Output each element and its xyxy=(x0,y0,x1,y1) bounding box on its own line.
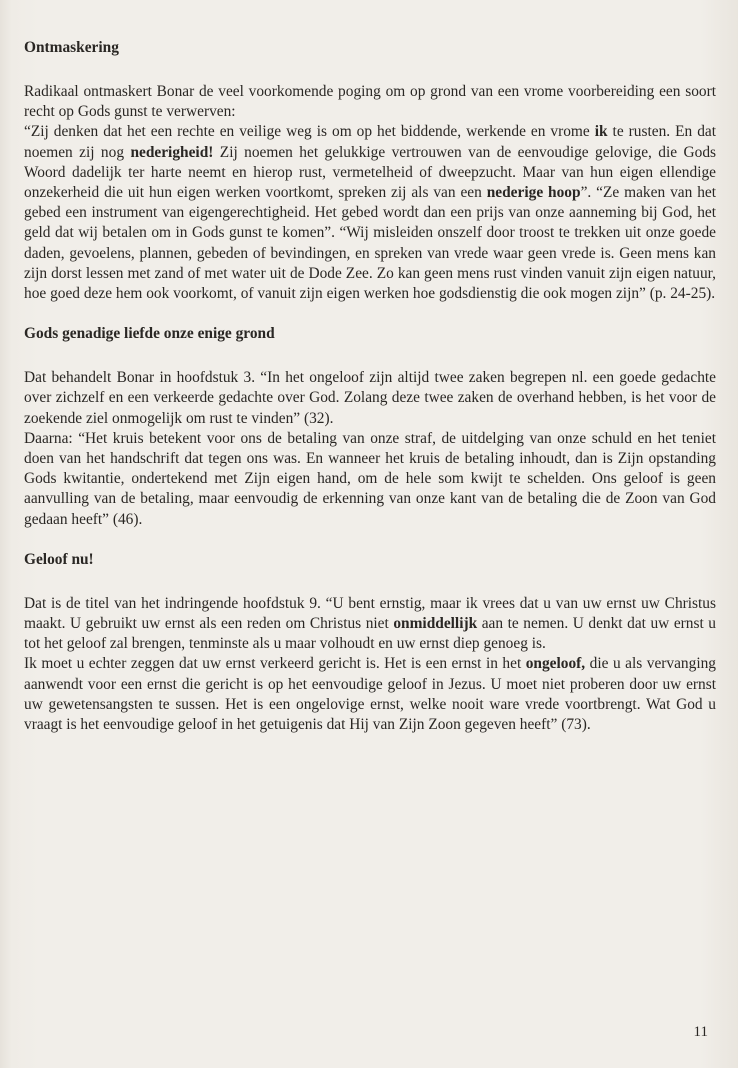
text-run: “Zij denken dat het een rechte en veilige weg is om op het biddende, werkende en vrome xyxy=(24,123,595,141)
section-1 xyxy=(24,38,716,304)
paragraph xyxy=(24,594,716,655)
text-run: te rusten. En dat noemen zij nog xyxy=(24,123,716,161)
section-heading: Geloof nu! xyxy=(24,550,94,568)
paragraph xyxy=(24,429,716,530)
text-run: Dat behandelt Bonar in hoofdstuk 3. “In het ongeloof zijn altijd twee zaken begrepen nl. een goede gedachte over zichzelf en een verkeerde gedachte over God. Zolang deze twee zaken de overhand hebben, is het voor de zoekende ziel onmogelijk om rust te vinden” (32). xyxy=(24,369,716,427)
paragraph xyxy=(24,654,716,735)
text-run: die u als vervanging aanwendt voor een ernst die gericht is op het eenvoudige geloof in Jezus. U moet niet proberen door uw ernst uw gewetensangsten te sussen. Het is een ongelovige ernst, welke nooit ware vrede voortbrengt. Wat God u vraagt is het eenvoudige geloof in het getuigenis dat Hij van Zijn Zoon gegeven heeft” (73). xyxy=(24,655,716,734)
section-heading: Gods genadige liefde onze enige grond xyxy=(24,325,275,343)
text-run: Zij noemen het gelukkige vertrouwen van de eenvoudige gelovige, die Gods Woord dadelijk ter harte neemt en hierop rust, vermetelheid of dweepzucht. Maar van hun eigen ellendige onzekerheid die uit hun eigen werken voortkomt, spreken zij als van een xyxy=(24,143,717,202)
paragraph xyxy=(24,82,716,122)
paragraph xyxy=(24,122,716,304)
bold-run: nederigheid! xyxy=(130,143,214,161)
section-2 xyxy=(24,324,716,530)
bold-run: onmiddellijk xyxy=(393,615,478,633)
page-number: 11 xyxy=(693,1024,708,1040)
paragraph xyxy=(24,368,716,429)
bold-run: nederige hoop xyxy=(486,184,581,202)
text-run: Radikaal ontmaskert Bonar de veel voorkomende poging om op grond van een vrome voorbereiding een soort recht op Gods gunst te verwerven: xyxy=(24,83,716,121)
text-run: ”. “Ze maken van het gebed een instrument van eigengerechtigheid. Het gebed wordt dan een prijs van onze aanneming bij God, het geld dat wij betalen om in Gods gunst te komen”. “Wij misleiden onszelf door troost te trekken uit onze goede daden, gevoelens, plannen, gebeden of bevindingen, en spreken van vrede waar geen vrede is. Geen mens kan zijn dorst lessen met zand of met water uit de Dode Zee. Zo kan geen mens rust vinden vanuit zijn eigen natuur, hoe goed deze hem ook voorkomt, of vanuit zijn eigen werken hoe godsdienstig die ook mogen zijn” (p. 24-25). xyxy=(24,184,716,303)
section-3 xyxy=(24,550,716,735)
text-run: Ik moet u echter zeggen dat uw ernst verkeerd gericht is. Het is een ernst in het xyxy=(24,655,526,673)
section-heading: Ontmaskering xyxy=(24,39,119,56)
page-body xyxy=(24,38,716,755)
text-run: aan te nemen. U denkt dat uw ernst u tot het geloof zal brengen, tenminste als u maar volhoudt en uw ernst diep genoeg is. xyxy=(24,615,716,653)
bold-run: ongeloof, xyxy=(525,655,586,673)
text-run: Daarna: “Het kruis betekent voor ons de betaling van onze straf, de uitdelging van onze schuld en het teniet doen van het handschrift dat tegen ons was. En wanneer het kruis de betaling inhoudt, dan is Zijn opstanding Gods kwitantie, ondertekend met Zijn eigen hand, om de hele som kwijt te schelden. Ons geloof is geen aanvulling van de betaling, maar eenvoudig de erkenning van onze kant van de betaling die de Zoon van God gedaan heeft” (46). xyxy=(24,429,716,528)
bold-run: ik xyxy=(594,123,608,141)
text-run: Dat is de titel van het indringende hoofdstuk 9. “U bent ernstig, maar ik vrees dat u van uw ernst uw Christus maakt. U gebruikt uw ernst als een reden om Christus niet xyxy=(24,594,716,633)
